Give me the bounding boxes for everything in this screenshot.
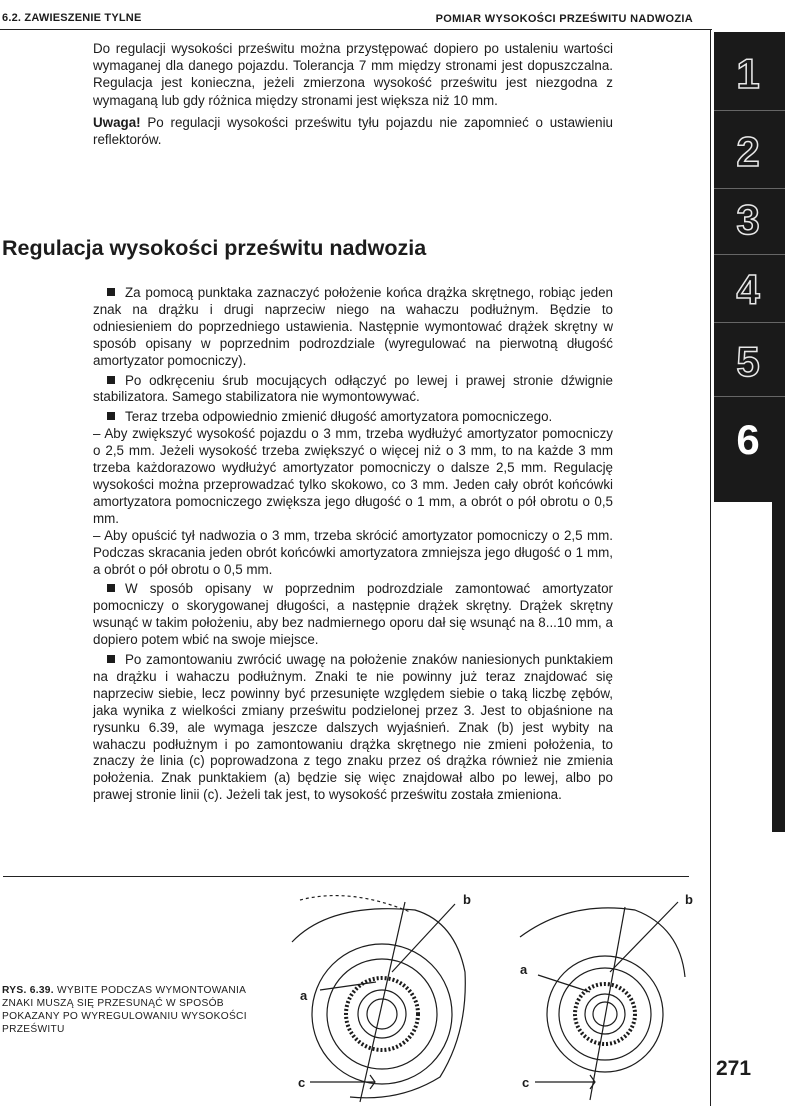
note-text: Po regulacji wysokości prześwitu tyłu pojazdu nie zapomnieć o ustawieniu reflektorów. bbox=[93, 114, 613, 148]
bullet-icon bbox=[107, 376, 115, 384]
note-paragraph bbox=[93, 114, 613, 148]
caption-text: WYBITE PODCZAS WYMONTOWANIA ZNAKI MUSZĄ SIĘ PRZESUNĄĆ W SPOSÓB POKAZANY PO WYREGULOWANIU WYSOKOŚCI PRZEŚWITU bbox=[2, 985, 247, 1035]
bullet-icon bbox=[107, 584, 115, 592]
bullet-icon bbox=[107, 655, 115, 663]
chapter-tab-1[interactable]: 1 bbox=[736, 50, 760, 97]
label-c-left: c bbox=[298, 1075, 306, 1090]
intro-paragraph: Do regulacji wysokości prześwitu można przystępować dopiero po ustaleniu wartości wymaganej dla danego pojazdu. Tolerancja 7 mm między stronami jest dopuszczalna. Regulacja jest konieczna, jeżeli zmierzona wysokość prześwitu jest niezgodna z wymaganą lub gdy różnica między stronami jest większa niż 10 mm. bbox=[93, 41, 613, 108]
chapter-tab-4[interactable]: 4 bbox=[736, 266, 760, 313]
diagram-right bbox=[520, 902, 685, 1100]
section-title: Regulacja wysokości prześwitu nadwozia bbox=[2, 236, 427, 260]
step-text: Po odkręceniu śrub mocujących odłączyć po lewej i prawej stronie dźwignie stabilizatora. Samego stabilizatora nie wymontowywać. bbox=[93, 372, 613, 405]
procedure-steps bbox=[93, 285, 613, 807]
figure-caption bbox=[2, 984, 252, 1036]
header-rule bbox=[0, 29, 712, 30]
intro-block bbox=[93, 40, 613, 153]
diagram-left bbox=[292, 896, 465, 1102]
figure-rule bbox=[3, 876, 689, 877]
edge-strip bbox=[772, 502, 785, 832]
label-b-left: b bbox=[463, 892, 471, 907]
step-text: Po zamontowaniu zwrócić uwagę na położenie znaków naniesionych punktakiem na drążku i wahaczu podłużnym. Znaki te nie powinny już teraz znajdować się naprzeciw siebie, lecz powinny być przesunięte względem siebie o taką liczbę zębów, jaka wynika z wielkości zmiany prześwitu podzielonej przez 3. Jest to objaśnione na rysunku 6.39, ale wymaga jeszcze dalszych wyjaśnień. Znak (b) jest wybity na wahaczu podłużnym i po zamontowaniu drążka skrętnego nie zmieni położenia, to znaczy że linia (c) poprowadzona z tego znaku przez oś drążka również nie zmienia położenia. Znak punktakiem (a) będzie się więc znajdował albo po lewej, albo po prawej stronie linii (c). Jeżeli tak jest, to wysokość prześwitu została zmieniona. bbox=[93, 652, 613, 803]
running-header-section: 6.2. ZAWIESZENIE TYLNE bbox=[2, 12, 142, 24]
sub-step-increase: – Aby zwiększyć wysokość pojazdu o 3 mm, trzeba wydłużyć amortyzator pomocniczy o 2,5 mm. Jeżeli wysokość trzeba zwiększyć o więcej niż o 3 mm, to na każde 3 mm trzeba każdorazowo wydłużyć amortyzator pomocniczy o dalsze 2,5 mm. Regulację wysokości można przeprowadzać tylko skokowo, co 3 mm. Jeden cały obrót końcówki amortyzatora pomocniczego zwiększa jego długość o 1 mm, a obrót o pół obrotu o 0,5 mm. bbox=[93, 426, 613, 526]
step-text: W sposób opisany w poprzednim podrozdziale zamontować amortyzator pomocniczy o skorygowanej długości, a następnie drążek skrętny. Drążek skrętny wsunąć w takim położeniu, aby bez nadmiernego oporu dał się wsunąć na 8...10 mm, a dopiero potem wbić na swoje miejsce. bbox=[93, 581, 613, 648]
chapter-tab-2[interactable]: 2 bbox=[736, 128, 760, 175]
note-label: Uwaga! bbox=[93, 114, 141, 130]
sub-step-decrease: – Aby opuścić tył nadwozia o 3 mm, trzeba skrócić amortyzator pomocniczy o 2,5 mm. Podczas skracania jeden obrót końcówki amortyzatora zmniejsza jego długość o 1 mm, a obrót o pół obrotu o 0,5 mm. bbox=[93, 527, 613, 577]
label-c-right: c bbox=[522, 1075, 530, 1090]
tab-separator bbox=[714, 254, 785, 255]
figure-6-39 bbox=[290, 882, 710, 1106]
step-4 bbox=[93, 581, 613, 649]
tab-separator bbox=[714, 110, 785, 111]
label-b-right: b bbox=[685, 892, 693, 907]
step-2 bbox=[93, 373, 613, 407]
chapter-tab-3[interactable]: 3 bbox=[736, 196, 760, 243]
page-number: 271 bbox=[716, 1057, 752, 1080]
tab-separator bbox=[714, 396, 785, 397]
tab-separator bbox=[714, 322, 785, 323]
step-1 bbox=[93, 285, 613, 370]
label-a-left: a bbox=[300, 988, 308, 1003]
bullet-icon bbox=[107, 288, 115, 296]
tab-separator bbox=[714, 188, 785, 189]
bullet-icon bbox=[107, 412, 115, 420]
chapter-tab-5[interactable]: 5 bbox=[736, 338, 760, 385]
step-text: Teraz trzeba odpowiednio zmienić długość amortyzatora pomocniczego. bbox=[125, 409, 553, 425]
step-text: Za pomocą punktaka zaznaczyć położenie końca drążka skrętnego, robiąc jeden znak na drążku i drugi naprzeciw niego na wahaczu podłużnym. Będzie to odniesieniem do poprzedniego ustawienia. Następnie wymontować drążek skrętny w sposób opisany w poprzednim podrozdziale (wyregulować na pierwotną długość amortyzator pomocniczy). bbox=[93, 285, 613, 368]
margin-rule bbox=[710, 29, 711, 1106]
step-3 bbox=[93, 409, 613, 578]
chapter-tab-6-active[interactable]: 6 bbox=[736, 416, 760, 463]
step-5 bbox=[93, 652, 613, 804]
label-a-right: a bbox=[520, 962, 528, 977]
caption-number: RYS. 6.39. bbox=[2, 985, 54, 996]
running-header-title: POMIAR WYSOKOŚCI PRZEŚWITU NADWOZIA bbox=[435, 13, 693, 25]
